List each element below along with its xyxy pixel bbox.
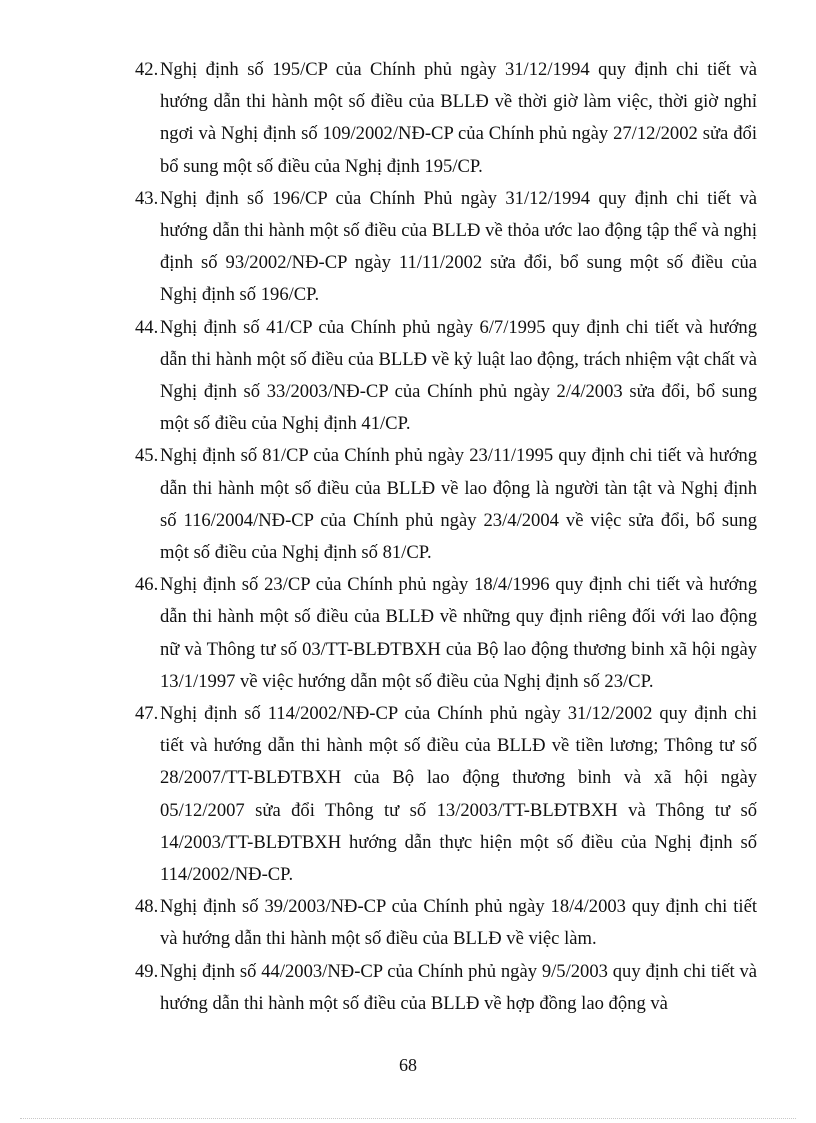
item-text: Nghị định số 44/2003/NĐ-CP của Chính phủ ngày 9/5/2003 quy định chi tiết và hướng dẫn thi hành một số điều của BLLĐ về hợp đồng lao động và <box>160 960 757 1014</box>
list-item-45 <box>135 440 757 569</box>
list-item-42 <box>135 54 757 183</box>
item-text: Nghị định số 39/2003/NĐ-CP của Chính phủ ngày 18/4/2003 quy định chi tiết và hướng dẫn thi hành một số điều của BLLĐ về việc làm. <box>160 896 757 950</box>
item-number: 49. <box>135 960 159 982</box>
page-bottom-divider <box>20 1118 796 1119</box>
item-text: Nghị định số 195/CP của Chính phủ ngày 31/12/1994 quy định chi tiết và hướng dẫn thi hành một số điều của BLLĐ về thời giờ làm việc, thời giờ nghỉ ngơi và Nghị định số 109/2002/NĐ-CP của Chính phủ ngày 27/12/2002 sửa đổi bổ sung một số điều của Nghị định 195/CP. <box>160 59 757 177</box>
list-item-44 <box>135 312 757 441</box>
item-text: Nghị định số 114/2002/NĐ-CP của Chính phủ ngày 31/12/2002 quy định chi tiết và hướng dẫn thi hành một số điều của BLLĐ về tiền lương; Thông tư số 28/2007/TT-BLĐTBXH của Bộ lao động thương binh và xã hội ngày 05/12/2007 sửa đổi Thông tư số 13/2003/TT-BLĐTBXH và Thông tư số 14/2003/TT-BLĐTBXH hướng dẫn thực hiện một số điều của Nghị định số 114/2002/NĐ-CP. <box>160 703 757 886</box>
list-item-49 <box>135 956 757 1020</box>
item-text: Nghị định số 23/CP của Chính phủ ngày 18/4/1996 quy định chi tiết và hướng dẫn thi hành một số điều của BLLĐ về những quy định riêng đối với lao động nữ và Thông tư số 03/TT-BLĐTBXH của Bộ lao động thương binh xã hội ngày 13/1/1997 về việc hướng dẫn một số điều của Nghị định số 23/CP. <box>160 574 757 692</box>
item-text: Nghị định số 81/CP của Chính phủ ngày 23/11/1995 quy định chi tiết và hướng dẫn thi hành một số điều của BLLĐ về lao động là người tàn tật và Nghị định số 116/2004/NĐ-CP của Chính phủ ngày 23/4/2004 về việc sửa đổi, bổ sung một số điều của Nghị định số 81/CP. <box>160 445 757 564</box>
list-item-47 <box>135 698 757 891</box>
item-number: 47. <box>135 703 159 725</box>
item-text: Nghị định số 196/CP của Chính Phủ ngày 31/12/1994 quy định chi tiết và hướng dẫn thi hành một số điều của BLLĐ về thỏa ước lao động tập thể và nghị định số 93/2002/NĐ-CP ngày 11/11/2002 sửa đổi, bổ sung một số điều của Nghị định số 196/CP. <box>160 187 757 306</box>
list-item-46 <box>135 569 757 698</box>
item-text: Nghị định số 41/CP của Chính phủ ngày 6/7/1995 quy định chi tiết và hướng dẫn thi hành một số điều của BLLĐ về kỷ luật lao động, trách nhiệm vật chất và Nghị định số 33/2003/NĐ-CP của Chính phủ ngày 2/4/2003 sửa đổi, bổ sung một số điều của Nghị định 41/CP. <box>160 316 757 435</box>
list-item-48 <box>135 891 757 955</box>
list-item-43 <box>135 183 757 312</box>
item-number: 44. <box>135 316 159 338</box>
page-number: 68 <box>399 1055 417 1075</box>
item-number: 43. <box>135 187 159 209</box>
item-number: 46. <box>135 574 159 596</box>
reference-list <box>135 54 757 1020</box>
item-number: 42. <box>135 59 159 80</box>
item-number: 45. <box>135 445 159 467</box>
item-number: 48. <box>135 896 159 918</box>
